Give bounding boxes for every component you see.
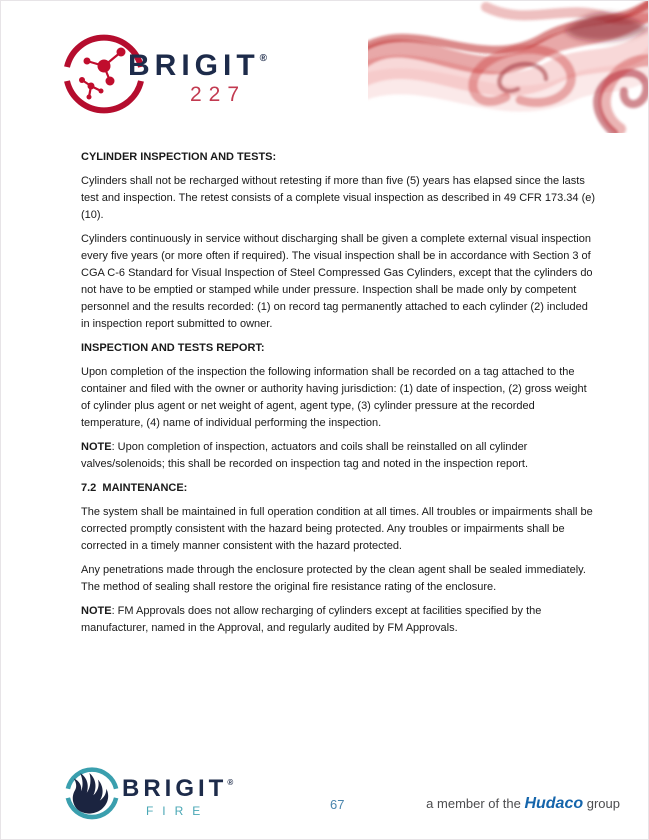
note-paragraph bbox=[81, 439, 596, 473]
registered-mark: ® bbox=[259, 53, 268, 64]
paragraph: The system shall be maintained in full operation condition at all times. All troubles or impairments shall be corrected promptly consistent with the hazard being protected. Any troubles or impairments shall be corrected in a timely manner consistent with the hazard protected. bbox=[81, 506, 593, 552]
hudaco-brand: Hudaco bbox=[524, 795, 584, 812]
brand-name: BRIGIT bbox=[122, 775, 228, 802]
division-name: FIRE bbox=[145, 804, 210, 818]
registered-mark: ® bbox=[227, 778, 234, 787]
header-logo-wordmark bbox=[128, 51, 278, 105]
note-label: NOTE bbox=[81, 441, 112, 453]
paragraph: Cylinders continuously in service without discharging shall be given a complete external visual inspection every five years (or more often if required). The visual inspection shall be in accordance with Section 3 of CGA C-6 Standard for Visual Inspection of Steel Compressed Gas Cylinders, except that the cylinders do not have to be emptied or stamped while under pressure. Inspection shall be made only by competent personnel and the results recorded: (1) on record tag permanently attached to each cylinder (2) included in inspection report submitted to owner. bbox=[81, 233, 593, 330]
page-footer bbox=[1, 759, 648, 839]
membership-prefix: a member of the bbox=[426, 796, 525, 811]
flame-icon bbox=[62, 759, 122, 829]
membership-suffix: group bbox=[583, 796, 620, 811]
brand-name: BRIGIT bbox=[128, 49, 260, 82]
page-number: 67 bbox=[330, 797, 345, 812]
paragraph: Cylinders shall not be recharged without retesting if more than five (5) years has elapsed since the lasts test and inspection. The retest consists of a complete visual inspection as described in 49 CFR 173.34 (e) (10). bbox=[81, 175, 596, 221]
footer-logo-wordmark bbox=[122, 777, 233, 817]
section-heading-inspection-report: INSPECTION AND TESTS REPORT: bbox=[81, 342, 265, 354]
group-membership-line bbox=[426, 795, 620, 813]
note-text: : FM Approvals does not allow recharging of cylinders except at facilities specified by the manufacturer, named in the Approval, and regularly audited by FM Approvals. bbox=[81, 605, 542, 634]
note-paragraph bbox=[81, 603, 596, 637]
section-heading-maintenance: 7.2 MAINTENANCE: bbox=[81, 482, 188, 494]
section-heading-cylinder-inspection: CYLINDER INSPECTION AND TESTS: bbox=[81, 151, 277, 163]
red-smoke-graphic bbox=[368, 1, 648, 133]
paragraph: Upon completion of the inspection the following information shall be recorded on a tag attached to the container and filed with the owner or authority having jurisdiction: (1) date of inspection, (2) gross weight of cylinder plus agent or net weight of agent, agent type, (3) cylinder pressure at the recorded temperature, (4) name of individual performing the inspection. bbox=[81, 366, 587, 429]
note-label: NOTE bbox=[81, 605, 112, 617]
paragraph: Any penetrations made through the enclosure protected by the clean agent shall be sealed immediately. The method of sealing shall restore the original fire resistance rating of the enclosure. bbox=[81, 564, 586, 593]
product-number: 227 bbox=[189, 83, 247, 106]
document-body bbox=[1, 149, 648, 637]
page-header bbox=[1, 1, 648, 149]
note-text: : Upon completion of inspection, actuators and coils shall be reinstalled on all cylinder valves/solenoids; this shall be recorded on inspection tag and noted in the inspection report. bbox=[81, 441, 529, 470]
